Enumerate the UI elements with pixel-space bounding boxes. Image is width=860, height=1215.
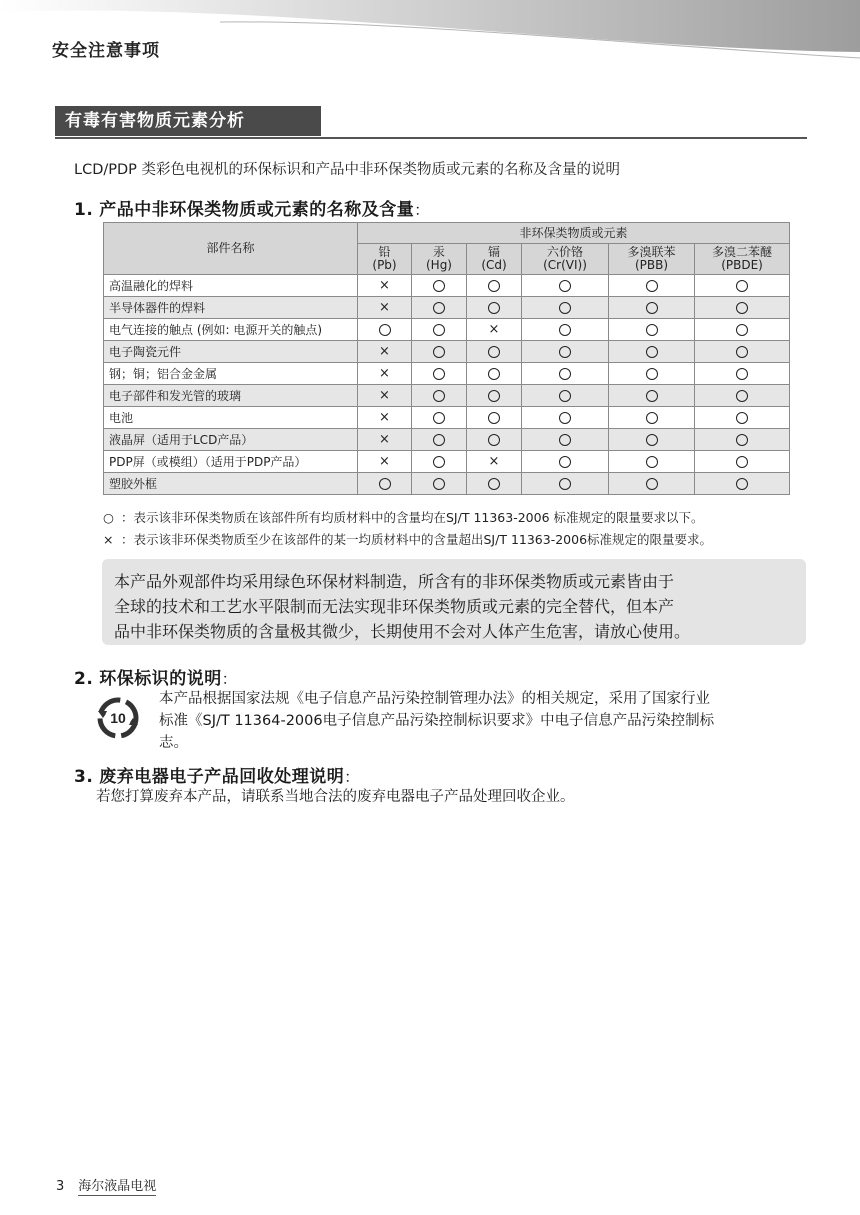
- compliant-circle-icon: [736, 280, 748, 292]
- eco-icon-label: 10: [110, 710, 126, 726]
- compliance-cell: [695, 275, 790, 297]
- compliant-circle-icon: [433, 412, 445, 424]
- section2-number: 2.: [74, 669, 94, 689]
- compliance-cell: [467, 319, 522, 341]
- section3-colon: ：: [344, 768, 360, 786]
- compliant-circle-icon: [379, 478, 391, 490]
- compliant-circle-icon: [646, 346, 658, 358]
- section2-line: 本产品根据国家法规《电子信息产品污染控制管理办法》的相关规定，采用了国家行业: [159, 691, 710, 707]
- legend-x-symbol: ×: [103, 532, 114, 547]
- compliant-circle-icon: [736, 412, 748, 424]
- substance-column-header: [609, 244, 695, 275]
- part-name-header: 部件名称: [104, 223, 358, 275]
- section2-heading: [74, 664, 237, 689]
- table-row: [104, 363, 790, 385]
- exceeds-cross-icon: ×: [379, 278, 390, 293]
- compliance-cell: [522, 319, 609, 341]
- exceeds-cross-icon: ×: [379, 410, 390, 425]
- legend-o: [103, 508, 704, 526]
- compliant-circle-icon: [559, 368, 571, 380]
- compliance-cell: [467, 451, 522, 473]
- compliance-cell: [412, 297, 467, 319]
- compliant-circle-icon: [488, 368, 500, 380]
- intro-text: LCD/PDP 类彩色电视机的环保标识和产品中非环保类物质或元素的名称及含量的说明: [74, 162, 621, 178]
- compliant-circle-icon: [433, 368, 445, 380]
- compliance-cell: [695, 297, 790, 319]
- compliance-cell: [358, 363, 412, 385]
- compliance-cell: [358, 407, 412, 429]
- compliance-cell: [695, 363, 790, 385]
- substance-symbol: (Cd): [481, 258, 507, 272]
- substance-symbol: (Pb): [372, 258, 397, 272]
- substance-symbol: (Hg): [425, 258, 452, 272]
- compliance-cell: [609, 429, 695, 451]
- compliant-circle-icon: [433, 478, 445, 490]
- compliance-cell: [467, 429, 522, 451]
- table-row: [104, 407, 790, 429]
- compliant-circle-icon: [559, 346, 571, 358]
- compliant-circle-icon: [736, 368, 748, 380]
- compliance-cell: [695, 341, 790, 363]
- compliance-cell: [695, 407, 790, 429]
- compliance-cell: [609, 407, 695, 429]
- compliant-circle-icon: [488, 346, 500, 358]
- table-row: [104, 319, 790, 341]
- legend-x-text: ：表示该非环保类物质至少在该部件的某一均质材料中的含量超出SJ/T 11363-2006标准规定的限量要求。: [121, 532, 713, 547]
- compliant-circle-icon: [559, 390, 571, 402]
- compliant-circle-icon: [559, 434, 571, 446]
- section1-number: 1.: [74, 200, 94, 220]
- table-row: [104, 341, 790, 363]
- compliant-circle-icon: [559, 302, 571, 314]
- substance-symbol: (PBB): [634, 258, 669, 272]
- compliance-cell: [522, 275, 609, 297]
- compliant-circle-icon: [433, 346, 445, 358]
- compliance-cell: [358, 319, 412, 341]
- section2-line: 标准《SJ/T 11364-2006电子信息产品污染控制标识要求》中电子信息产品污染控制标: [159, 713, 715, 729]
- section1-colon: ：: [414, 201, 430, 219]
- compliant-circle-icon: [488, 412, 500, 424]
- compliance-cell: [522, 407, 609, 429]
- table-row: [104, 451, 790, 473]
- part-name-cell: 半导体器件的焊料: [104, 297, 358, 319]
- substance-column-header: [522, 244, 609, 275]
- compliant-circle-icon: [433, 324, 445, 336]
- exceeds-cross-icon: ×: [379, 388, 390, 403]
- exceeds-cross-icon: ×: [379, 366, 390, 381]
- substance-column-header: [467, 244, 522, 275]
- compliant-circle-icon: [646, 302, 658, 314]
- compliance-cell: [695, 429, 790, 451]
- compliance-cell: [522, 297, 609, 319]
- part-name-cell: 电气连接的触点 (例如: 电源开关的触点): [104, 319, 358, 341]
- compliant-circle-icon: [488, 478, 500, 490]
- compliant-circle-icon: [559, 456, 571, 468]
- table-row: [104, 429, 790, 451]
- table-row: [104, 385, 790, 407]
- substance-group-header: 非环保类物质或元素: [358, 223, 790, 244]
- safety-note-box: [102, 559, 806, 645]
- legend-o-symbol: ○: [103, 510, 114, 525]
- compliance-cell: [467, 407, 522, 429]
- substance-column-header: [412, 244, 467, 275]
- compliant-circle-icon: [646, 368, 658, 380]
- compliance-cell: [695, 319, 790, 341]
- compliant-circle-icon: [433, 456, 445, 468]
- compliance-cell: [609, 275, 695, 297]
- compliance-cell: [695, 451, 790, 473]
- compliance-cell: [358, 297, 412, 319]
- compliant-circle-icon: [736, 390, 748, 402]
- compliance-cell: [358, 385, 412, 407]
- substance-table: [103, 222, 790, 495]
- compliance-cell: [522, 451, 609, 473]
- part-name-cell: 高温融化的焊料: [104, 275, 358, 297]
- compliance-cell: [467, 297, 522, 319]
- substance-name: 汞: [432, 245, 445, 259]
- compliant-circle-icon: [646, 478, 658, 490]
- compliant-circle-icon: [488, 302, 500, 314]
- compliance-cell: [412, 319, 467, 341]
- compliant-circle-icon: [646, 324, 658, 336]
- exceeds-cross-icon: ×: [379, 300, 390, 315]
- substance-name: 多溴联苯: [627, 245, 676, 259]
- substance-column-header: [358, 244, 412, 275]
- compliant-circle-icon: [559, 324, 571, 336]
- compliance-cell: [358, 451, 412, 473]
- compliant-circle-icon: [488, 390, 500, 402]
- compliance-cell: [609, 319, 695, 341]
- compliance-cell: [412, 473, 467, 495]
- environmental-protection-icon: [95, 696, 141, 740]
- part-name-cell: 塑胶外框: [104, 473, 358, 495]
- compliant-circle-icon: [646, 434, 658, 446]
- page-number: 3: [56, 1179, 65, 1194]
- compliance-cell: [522, 385, 609, 407]
- compliance-cell: [609, 385, 695, 407]
- part-name-cell: 电子陶瓷元件: [104, 341, 358, 363]
- part-name-cell: 电子部件和发光管的玻璃: [104, 385, 358, 407]
- exceeds-cross-icon: ×: [488, 322, 500, 337]
- compliant-circle-icon: [646, 280, 658, 292]
- substance-name: 镉: [487, 245, 500, 259]
- compliant-circle-icon: [488, 280, 500, 292]
- compliance-cell: [522, 341, 609, 363]
- compliant-circle-icon: [488, 434, 500, 446]
- section2-colon: ：: [221, 670, 238, 688]
- compliant-circle-icon: [433, 390, 445, 402]
- compliance-cell: [609, 451, 695, 473]
- table-row: [104, 297, 790, 319]
- note-line: 本产品外观部件均采用绿色环保材料制造，所含有的非环保类物质或元素皆由于: [114, 572, 675, 591]
- compliant-circle-icon: [646, 456, 658, 468]
- compliant-circle-icon: [559, 280, 571, 292]
- exceeds-cross-icon: ×: [379, 432, 390, 447]
- section3-heading: [74, 762, 360, 787]
- compliance-cell: [467, 385, 522, 407]
- section-title-bar: 有毒有害物质元素分析: [55, 106, 321, 136]
- exceeds-cross-icon: ×: [379, 454, 390, 469]
- section2-title: 环保标识的说明: [99, 669, 222, 689]
- compliance-cell: [609, 341, 695, 363]
- substance-name: 铅: [378, 245, 391, 259]
- substance-name: 六价铬: [546, 245, 583, 259]
- compliance-cell: [412, 385, 467, 407]
- compliance-cell: [412, 407, 467, 429]
- compliant-circle-icon: [433, 434, 445, 446]
- substance-symbol: (Cr(VI)): [543, 258, 587, 272]
- compliant-circle-icon: [379, 324, 391, 336]
- compliant-circle-icon: [646, 390, 658, 402]
- substance-name: 多溴二苯醚: [712, 245, 773, 259]
- compliance-cell: [522, 363, 609, 385]
- compliance-cell: [358, 341, 412, 363]
- compliance-cell: [609, 297, 695, 319]
- compliant-circle-icon: [736, 434, 748, 446]
- substance-column-header: [695, 244, 790, 275]
- part-name-cell: 液晶屏（适用于LCD产品）: [104, 429, 358, 451]
- note-line: 全球的技术和工艺水平限制而无法实现非环保类物质或元素的完全替代，但本产: [114, 597, 675, 616]
- header-title: 安全注意事项: [52, 41, 160, 61]
- compliance-cell: [522, 473, 609, 495]
- compliant-circle-icon: [736, 302, 748, 314]
- compliance-cell: [412, 363, 467, 385]
- section2-line: 志。: [159, 735, 188, 751]
- section-divider: [55, 137, 807, 139]
- compliance-cell: [609, 363, 695, 385]
- compliance-cell: [522, 429, 609, 451]
- section3-number: 3.: [74, 767, 94, 787]
- compliant-circle-icon: [559, 412, 571, 424]
- compliance-cell: [412, 275, 467, 297]
- section2-text: [159, 688, 714, 754]
- table-row: [104, 473, 790, 495]
- page-footer: [56, 1175, 156, 1194]
- compliance-cell: [609, 473, 695, 495]
- compliant-circle-icon: [736, 324, 748, 336]
- compliant-circle-icon: [646, 412, 658, 424]
- note-line: 品中非环保类物质的含量极其微少，长期使用不会对人体产生危害，请放心使用。: [114, 622, 691, 641]
- exceeds-cross-icon: ×: [488, 454, 500, 469]
- compliant-circle-icon: [736, 478, 748, 490]
- compliance-cell: [467, 473, 522, 495]
- part-name-cell: 电池: [104, 407, 358, 429]
- legend-o-text: ：表示该非环保类物质在该部件所有均质材料中的含量均在SJ/T 11363-2006 标准规定的限量要求以下。: [121, 510, 704, 525]
- exceeds-cross-icon: ×: [379, 344, 390, 359]
- footer-brand: 海尔液晶电视: [78, 1179, 157, 1194]
- compliance-cell: [695, 473, 790, 495]
- legend-x: [103, 530, 712, 548]
- compliance-cell: [467, 275, 522, 297]
- compliance-cell: [358, 275, 412, 297]
- compliance-cell: [358, 429, 412, 451]
- compliant-circle-icon: [736, 456, 748, 468]
- substance-symbol: (PBDE): [721, 258, 763, 272]
- compliance-cell: [467, 341, 522, 363]
- compliance-cell: [412, 341, 467, 363]
- section1-title: 产品中非环保类物质或元素的名称及含量: [99, 200, 415, 220]
- compliance-cell: [695, 385, 790, 407]
- table-row: [104, 275, 790, 297]
- section3-text: 若您打算废弃本产品，请联系当地合法的废弃电器电子产品处理回收企业。: [96, 789, 575, 805]
- compliance-cell: [358, 473, 412, 495]
- compliant-circle-icon: [433, 280, 445, 292]
- part-name-cell: 钢；铜；铝合金金属: [104, 363, 358, 385]
- part-name-cell: PDP屏（或模组）（适用于PDP产品）: [104, 451, 358, 473]
- compliant-circle-icon: [433, 302, 445, 314]
- compliance-cell: [412, 451, 467, 473]
- compliance-cell: [412, 429, 467, 451]
- compliance-cell: [467, 363, 522, 385]
- section1-heading: [74, 195, 430, 220]
- compliant-circle-icon: [736, 346, 748, 358]
- section3-title: 废弃电器电子产品回收处理说明: [99, 767, 345, 787]
- compliant-circle-icon: [559, 478, 571, 490]
